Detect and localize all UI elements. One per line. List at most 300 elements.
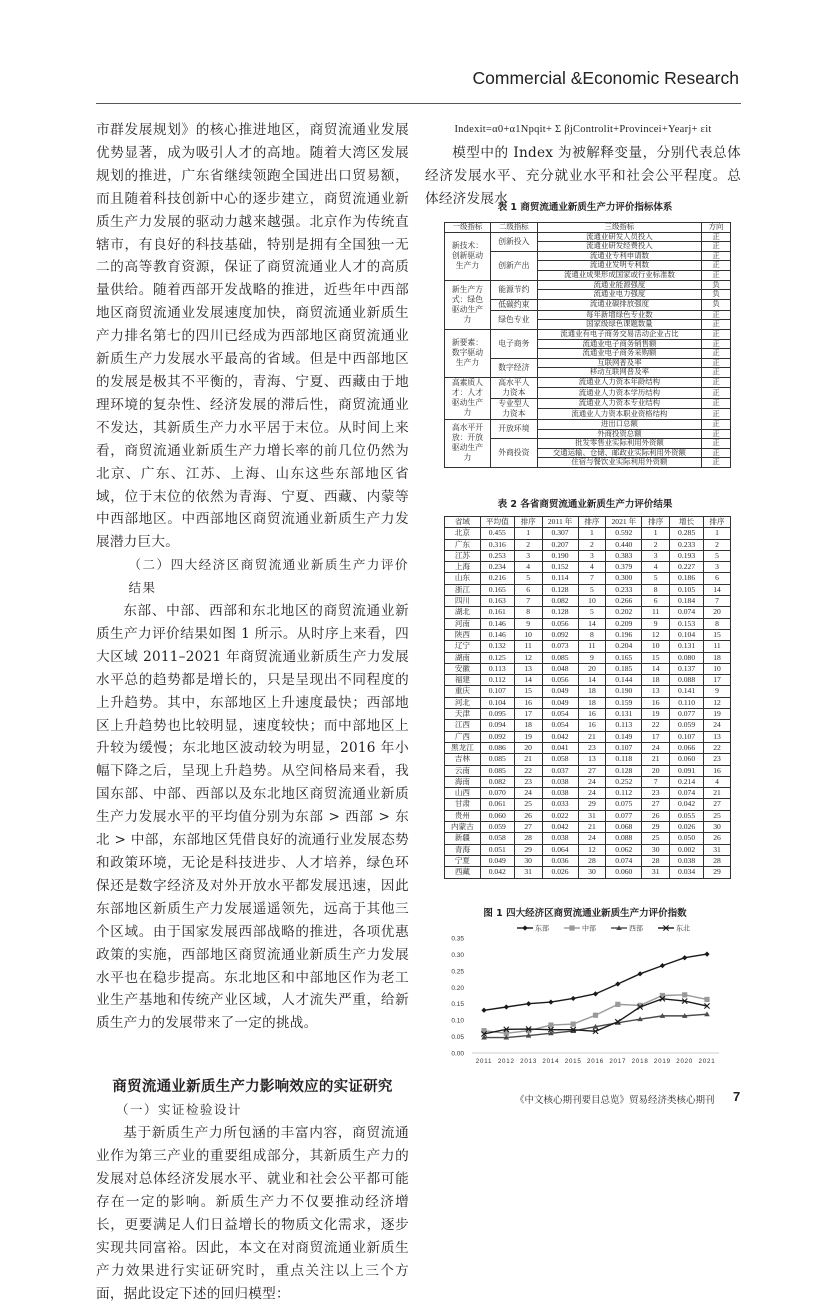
level3-indicator: 流通业有电子商务交易活动企业占比 (537, 329, 701, 339)
section-heading: 商贸流通业新质生产力影响效应的实证研究 (112, 1079, 393, 1096)
table-row (445, 652, 731, 663)
table-cell: 20 (514, 742, 542, 753)
table-cell: 0.092 (480, 731, 514, 742)
body-paragraph: 市群发展规划》的核心推进地区，商贸流通业发展优势显著，成为吸引人才的高地。随着大湾区发展规划的推进，广东省继续领跑全国进出口贸易额，而且随着科技创新中心的逐步建立，商贸流通业新质生产力发展的驱动力越来越强。北京作为传统直辖市，有良好的科技基础，特别是拥有全国独一无二的高等教育资源，保证了商贸流通业人才的高质量供给。随着西部开发战略的推进，近些年中西部地区商贸流通业发展速度加快，商贸流通业新质生产力排名第七的四川已经成为西部地区商贸流通业新质生产力发展水平最高的省域。但是中西部地区的发展是极其不平衡的，青海、宁夏、西藏由于地理环境的复杂性、经济发展的滞后性，商贸流通业不发达，其新质生产力水平居于末位。从时间上来看，商贸流通业新质生产力增长率的前几位仍然为北京、广东、江苏、上海、山东这些东部地区省域，位于末位的依然为青海、宁夏、西藏、内蒙等中西部地区。中西部地区商贸流通业新质生产力发展潜力巨大。 (96, 122, 409, 551)
level2-indicator: 能源节约 (490, 280, 537, 299)
table-cell: 14 (642, 663, 670, 674)
level2-indicator: 专业型人力资本 (490, 398, 537, 419)
table-row (445, 641, 731, 652)
table-row (445, 596, 731, 607)
table-cell: 12 (642, 629, 670, 640)
table-cell: 3 (578, 550, 606, 561)
direction: 正 (702, 388, 731, 399)
table-cell: 4 (642, 562, 670, 573)
table-cell: 20 (642, 765, 670, 776)
table-cell: 0.082 (480, 776, 514, 787)
table-cell: 0.163 (480, 596, 514, 607)
table-cell: 0.118 (606, 754, 642, 765)
table-cell: 0.056 (542, 675, 578, 686)
diamond-marker (682, 955, 687, 960)
table-cell: 14 (704, 584, 731, 595)
table-cell: 0.165 (480, 584, 514, 595)
level1-indicator: 新生产方式：绿色驱动生产力 (445, 280, 491, 329)
direction: 负 (702, 290, 731, 300)
table-cell: 9 (578, 652, 606, 663)
table-cell: 23 (578, 742, 606, 753)
table-cell: 12 (578, 844, 606, 855)
table-cell: 13 (514, 663, 542, 674)
table-cell: 福建 (445, 675, 481, 686)
level3-indicator: 流通业人力资本年龄结构 (537, 377, 701, 388)
table-cell: 5 (642, 573, 670, 584)
level3-indicator: 流通业人力资本学历结构 (537, 388, 701, 399)
table-cell: 0.185 (606, 663, 642, 674)
table-cell: 16 (578, 709, 606, 720)
table-cell: 11 (514, 641, 542, 652)
table-cell: 10 (514, 629, 542, 640)
table-cell: 0.042 (480, 867, 514, 878)
table-cell: 0.074 (670, 607, 704, 618)
table-cell: 11 (642, 607, 670, 618)
col-header: 排序 (642, 517, 670, 528)
level3-indicator: 流通业成果形成国家或行业标准数 (537, 270, 701, 280)
table-cell: 3 (642, 550, 670, 561)
level3-indicator: 流通业研发人员投入 (537, 232, 701, 242)
x-tick-label: 2012 (497, 1058, 515, 1065)
table-cell: 4 (578, 562, 606, 573)
level2-indicator: 外商投资 (490, 439, 537, 468)
level3-indicator: 流通业电子商务销售额 (537, 339, 701, 349)
table-cell: 0.128 (542, 584, 578, 595)
level3-indicator: 流通业发明专利数 (537, 261, 701, 271)
table-cell: 13 (642, 686, 670, 697)
level3-indicator: 流通业人力资本专业结构 (537, 398, 701, 409)
direction: 正 (702, 242, 731, 252)
table-cell: 0.056 (542, 618, 578, 629)
x-tick-label: 2019 (653, 1058, 671, 1065)
level3-indicator: 国家级绿色课题数量 (537, 320, 701, 330)
body-paragraph: 基于新质生产力所包涵的丰富内容，商贸流通业作为第三产业的重要组成部分，其新质生产力的发展对总体经济发展水平、就业和社会公平都可能存在一定的影响。新质生产力不仅要推动经济增长，更要满足人们日益增长的物质文化需求，逐步实现共同富裕。因此，本文在对商贸流通业新质生产力效果进行实证研究时，重点关注以上三个方面，据此设定下述的回归模型： (96, 1125, 409, 1302)
table-cell: 0.062 (606, 844, 642, 855)
table-cell: 18 (578, 697, 606, 708)
table-cell: 吉林 (445, 754, 481, 765)
table-cell: 0.153 (670, 618, 704, 629)
table-cell: 0.026 (542, 867, 578, 878)
table-cell: 0.216 (480, 573, 514, 584)
table-cell: 0.026 (670, 822, 704, 833)
table-cell: 0.059 (670, 720, 704, 731)
table-cell: 0.060 (606, 867, 642, 878)
table-cell: 0.128 (606, 765, 642, 776)
x-tick-label: 2018 (631, 1058, 649, 1065)
table-cell: 8 (578, 629, 606, 640)
table-row (445, 742, 731, 753)
table-cell: 0.036 (542, 855, 578, 866)
table-cell: 25 (642, 833, 670, 844)
table-cell: 0.137 (670, 663, 704, 674)
direction: 正 (702, 261, 731, 271)
table-cell: 0.152 (542, 562, 578, 573)
table-cell: 17 (704, 675, 731, 686)
diamond-marker (615, 981, 620, 986)
table-cell: 0.058 (480, 833, 514, 844)
table-cell: 河北 (445, 697, 481, 708)
table-cell: 28 (514, 833, 542, 844)
table-cell: 0.132 (480, 641, 514, 652)
table-row (445, 329, 731, 339)
table-cell: 0.300 (606, 573, 642, 584)
table-cell: 0.049 (480, 855, 514, 866)
table-row (445, 731, 731, 742)
table-row (445, 867, 731, 878)
table-cell: 湖北 (445, 607, 481, 618)
table-cell: 0.209 (606, 618, 642, 629)
table-cell: 0.146 (480, 629, 514, 640)
table-cell: 7 (514, 596, 542, 607)
table-cell: 5 (578, 607, 606, 618)
table-cell: 18 (578, 686, 606, 697)
table-cell: 5 (704, 550, 731, 561)
table-cell: 11 (704, 641, 731, 652)
table-cell: 云南 (445, 765, 481, 776)
table-cell: 30 (642, 844, 670, 855)
diamond-marker (548, 999, 553, 1004)
table-cell: 23 (704, 754, 731, 765)
table-cell: 0.455 (480, 528, 514, 539)
table-cell: 0.125 (480, 652, 514, 663)
level3-indicator: 每年新增绿色专业数 (537, 310, 701, 320)
table-cell: 上海 (445, 562, 481, 573)
level2-indicator: 电子商务 (490, 329, 537, 358)
table-row (445, 697, 731, 708)
table-cell: 山西 (445, 788, 481, 799)
table-cell: 0.186 (670, 573, 704, 584)
table-cell: 0.022 (542, 810, 578, 821)
table-cell: 0.049 (542, 697, 578, 708)
table-cell: 0.159 (606, 697, 642, 708)
table-cell: 天津 (445, 709, 481, 720)
direction: 正 (702, 270, 731, 280)
series-line-东部 (484, 954, 707, 1010)
diamond-marker (522, 925, 527, 930)
table-cell: 0.592 (606, 528, 642, 539)
table-cell: 6 (642, 596, 670, 607)
diamond-marker (704, 952, 709, 957)
table-cell: 1 (642, 528, 670, 539)
table-cell: 14 (514, 675, 542, 686)
table-cell: 8 (704, 618, 731, 629)
table-cell: 2 (642, 539, 670, 550)
table-cell: 0.080 (670, 652, 704, 663)
table-cell: 7 (578, 573, 606, 584)
y-tick-label: 0.05 (451, 1034, 464, 1042)
table-cell: 湖南 (445, 652, 481, 663)
table-cell: 24 (642, 742, 670, 753)
table-row (445, 788, 731, 799)
direction: 正 (702, 251, 731, 261)
table-cell: 0.202 (606, 607, 642, 618)
direction: 正 (702, 329, 731, 339)
table-cell: 0.104 (670, 629, 704, 640)
table-cell: 30 (578, 867, 606, 878)
table-cell: 0.161 (480, 607, 514, 618)
table-cell: 0.266 (606, 596, 642, 607)
table-row (445, 754, 731, 765)
table-cell: 28 (578, 855, 606, 866)
table-row (445, 573, 731, 584)
table-cell: 7 (642, 776, 670, 787)
level1-indicator: 高水平开放：开放驱动生产力 (445, 419, 491, 467)
table-cell: 9 (514, 618, 542, 629)
table-row (445, 562, 731, 573)
table-cell: 3 (514, 550, 542, 561)
x-tick-label: 2011 (475, 1058, 493, 1065)
left-column (96, 119, 409, 1305)
table-cell: 0.193 (670, 550, 704, 561)
header-rule (96, 103, 741, 104)
level3-indicator: 流通业电力强度 (537, 290, 701, 300)
table-cell: 6 (704, 573, 731, 584)
y-tick-label: 0.00 (451, 1050, 464, 1058)
table-cell: 30 (704, 822, 731, 833)
direction: 正 (702, 339, 731, 349)
diamond-marker (526, 1001, 531, 1006)
table-cell: 0.049 (542, 686, 578, 697)
direction: 负 (702, 280, 731, 290)
table-cell: 0.051 (480, 844, 514, 855)
table-cell: 0.105 (670, 584, 704, 595)
table-cell: 21 (578, 731, 606, 742)
table-cell: 0.214 (670, 776, 704, 787)
table-cell: 18 (514, 720, 542, 731)
table-cell: 31 (704, 844, 731, 855)
table-cell: 0.107 (480, 686, 514, 697)
table-cell: 17 (514, 709, 542, 720)
y-tick-label: 0.25 (451, 968, 464, 976)
table-cell: 广西 (445, 731, 481, 742)
table-cell: 10 (704, 663, 731, 674)
level3-indicator: 流通业碳排放强度 (537, 299, 701, 310)
table-cell: 26 (704, 833, 731, 844)
table-cell: 25 (704, 810, 731, 821)
square-marker (682, 992, 687, 997)
table-cell: 8 (514, 607, 542, 618)
table-row (445, 844, 731, 855)
level2-indicator: 创新投入 (490, 232, 537, 251)
level2-indicator: 开放环境 (490, 419, 537, 438)
regression-formula: Indexit=α0+α1Npqit+ Σ βjControlit+Provincei+Yearj+ εit (454, 124, 712, 135)
x-tick-label: 2013 (520, 1058, 538, 1065)
square-marker (704, 997, 709, 1002)
table-cell: 0.094 (480, 720, 514, 731)
level3-indicator: 互联网普及率 (537, 358, 701, 368)
table-cell: 24 (704, 720, 731, 731)
legend-label: 西部 (629, 924, 643, 933)
table-cell: 1 (514, 528, 542, 539)
table-cell: 0.082 (542, 596, 578, 607)
level2-indicator: 绿色专业 (490, 310, 537, 329)
table-cell: 15 (704, 629, 731, 640)
table-cell: 0.149 (606, 731, 642, 742)
table-cell: 22 (642, 720, 670, 731)
subsection-heading: （一）实证检验设计 (116, 1102, 243, 1118)
table-cell: 0.085 (542, 652, 578, 663)
table-cell: 31 (578, 810, 606, 821)
level1-indicator: 新要素：数字驱动生产力 (445, 329, 491, 377)
col-header: 排序 (514, 517, 542, 528)
table-cell: 1 (578, 528, 606, 539)
table-cell: 江苏 (445, 550, 481, 561)
table-cell: 0.112 (480, 675, 514, 686)
table-cell: 0.190 (542, 550, 578, 561)
direction: 正 (702, 377, 731, 388)
table-cell: 14 (578, 675, 606, 686)
square-marker (615, 1002, 620, 1007)
table-cell: 安徽 (445, 663, 481, 674)
level3-indicator: 流通业电子商务采购额 (537, 349, 701, 359)
table-row (445, 855, 731, 866)
table-cell: 0.207 (542, 539, 578, 550)
table-cell: 0.114 (542, 573, 578, 584)
level2-indicator: 高水平人力资本 (490, 377, 537, 398)
level3-indicator: 进出口总额 (537, 419, 701, 429)
direction: 正 (702, 310, 731, 320)
table-row (445, 663, 731, 674)
x-tick-label: 2015 (564, 1058, 582, 1065)
table-cell: 0.144 (606, 675, 642, 686)
table-cell: 29 (514, 844, 542, 855)
table-cell: 0.092 (542, 629, 578, 640)
direction: 正 (702, 232, 731, 242)
table-cell: 内蒙古 (445, 822, 481, 833)
table-cell: 0.088 (606, 833, 642, 844)
square-marker (593, 1013, 598, 1018)
table-cell: 0.184 (670, 596, 704, 607)
table-row (445, 810, 731, 821)
col-header: 2011 年 (542, 517, 578, 528)
table-cell: 2 (578, 539, 606, 550)
table-cell: 0.113 (480, 663, 514, 674)
table-cell: 1 (704, 528, 731, 539)
table-cell: 北京 (445, 528, 481, 539)
table-row (445, 776, 731, 787)
square-marker (548, 1022, 553, 1027)
table-cell: 0.233 (670, 539, 704, 550)
table-cell: 0.038 (542, 776, 578, 787)
table-row (445, 528, 731, 539)
table-cell: 12 (514, 652, 542, 663)
square-marker (571, 1021, 576, 1026)
table-cell: 0.038 (542, 833, 578, 844)
legend-label: 东北 (676, 924, 690, 933)
table-cell: 15 (514, 686, 542, 697)
table-cell: 0.252 (606, 776, 642, 787)
table-row (445, 419, 731, 429)
direction: 负 (702, 299, 731, 310)
line-chart (427, 922, 727, 1072)
col-header: 平均值 (480, 517, 514, 528)
table-cell: 重庆 (445, 686, 481, 697)
table-cell: 0.440 (606, 539, 642, 550)
table-cell: 5 (514, 573, 542, 584)
level3-indicator: 交通运输、仓储、邮政业实际利用外资额 (537, 448, 701, 458)
table-cell: 0.091 (670, 765, 704, 776)
table-cell: 8 (642, 584, 670, 595)
body-paragraph: 东部、中部、西部和东北地区的商贸流通业新质生产力评价结果如图 1 所示。从时序上来看，四大区域 2011–2021 年商贸流通业新质生产力发展水平总的趋势都是增长的，只是呈现出不同程度的上升趋势。其中，东部地区上升速度最快；西部地区上升趋势也比较明显，速度较快；而中部地区上升较为缓慢；东北地区波动较为明显，2016 年小幅下降之后，呈现上升趋势。从空间格局来看，我国东部、中部、西部以及东北地区商贸流通业新质生产力发展水平的平均值分别为东部 > 西部 > 东北 > 中部，东部地区凭借良好的流通行业发展态势和政策环境，无论是科技进步、人才培养，绿色环保还是数字经济及对外开放水平都发展迅速，因此东部地区新质生产力发展遥遥领先，远高于其他三个区域。由于国家发展西部战略的推进，各项优惠政策的实施，西部地区商贸流通业新质生产力发展水平也在稳步提高。东北地区和中部地区作为老工业生产基地和传统产业区域，人才流失严重，给新质生产力的发展带来了一定的挑战。 (96, 603, 409, 1032)
level2-indicator: 创新产出 (490, 251, 537, 280)
table-cell: 15 (642, 652, 670, 663)
direction: 正 (702, 448, 731, 458)
level3-indicator: 流通业能源强度 (537, 280, 701, 290)
col-header: 二级指标 (490, 223, 537, 233)
table-cell: 0.233 (606, 584, 642, 595)
level3-indicator: 住宿与餐饮业实际利用外资额 (537, 458, 701, 468)
direction: 正 (702, 368, 731, 378)
table-cell: 16 (642, 697, 670, 708)
table-cell: 30 (514, 855, 542, 866)
level3-indicator: 外商投资总额 (537, 429, 701, 439)
table-cell: 19 (642, 709, 670, 720)
col-header: 一级指标 (445, 223, 491, 233)
table-cell: 22 (704, 742, 731, 753)
table-cell: 0.058 (542, 754, 578, 765)
level2-indicator: 低碳约束 (490, 299, 537, 310)
direction: 正 (702, 458, 731, 468)
table-cell: 0.077 (606, 810, 642, 821)
table-cell: 0.128 (542, 607, 578, 618)
table-cell: 0.131 (670, 641, 704, 652)
level2-indicator: 数字经济 (490, 358, 537, 377)
y-tick-label: 0.15 (451, 1001, 464, 1009)
table-cell: 广东 (445, 539, 481, 550)
table-cell: 0.253 (480, 550, 514, 561)
direction: 正 (702, 439, 731, 449)
table-cell: 26 (514, 810, 542, 821)
table-row (445, 675, 731, 686)
table-cell: 0.085 (480, 754, 514, 765)
y-tick-label: 0.30 (451, 951, 464, 959)
level3-indicator: 流通业人力资本职业资格结构 (537, 409, 701, 420)
table-cell: 0.034 (670, 867, 704, 878)
table-cell: 0.059 (480, 822, 514, 833)
table-cell: 0.196 (606, 629, 642, 640)
table-cell: 28 (642, 855, 670, 866)
table-row (445, 709, 731, 720)
x-tick-label: 2021 (698, 1058, 716, 1065)
table-cell: 16 (704, 765, 731, 776)
table-cell: 23 (514, 776, 542, 787)
table-cell: 0.146 (480, 618, 514, 629)
direction: 正 (702, 358, 731, 368)
table-row (445, 607, 731, 618)
table-row (445, 377, 731, 388)
table-cell: 25 (514, 799, 542, 810)
table-cell: 0.095 (480, 709, 514, 720)
table-cell: 29 (642, 822, 670, 833)
table-cell: 18 (704, 652, 731, 663)
table-cell: 0.037 (542, 765, 578, 776)
table-cell: 0.002 (670, 844, 704, 855)
table-cell: 18 (642, 675, 670, 686)
table-row (445, 539, 731, 550)
table-cell: 山东 (445, 573, 481, 584)
table-cell: 青海 (445, 844, 481, 855)
col-header: 方向 (702, 223, 731, 233)
table-cell: 0.113 (606, 720, 642, 731)
table-cell: 四川 (445, 596, 481, 607)
indicator-table (444, 222, 731, 468)
table-row (445, 765, 731, 776)
